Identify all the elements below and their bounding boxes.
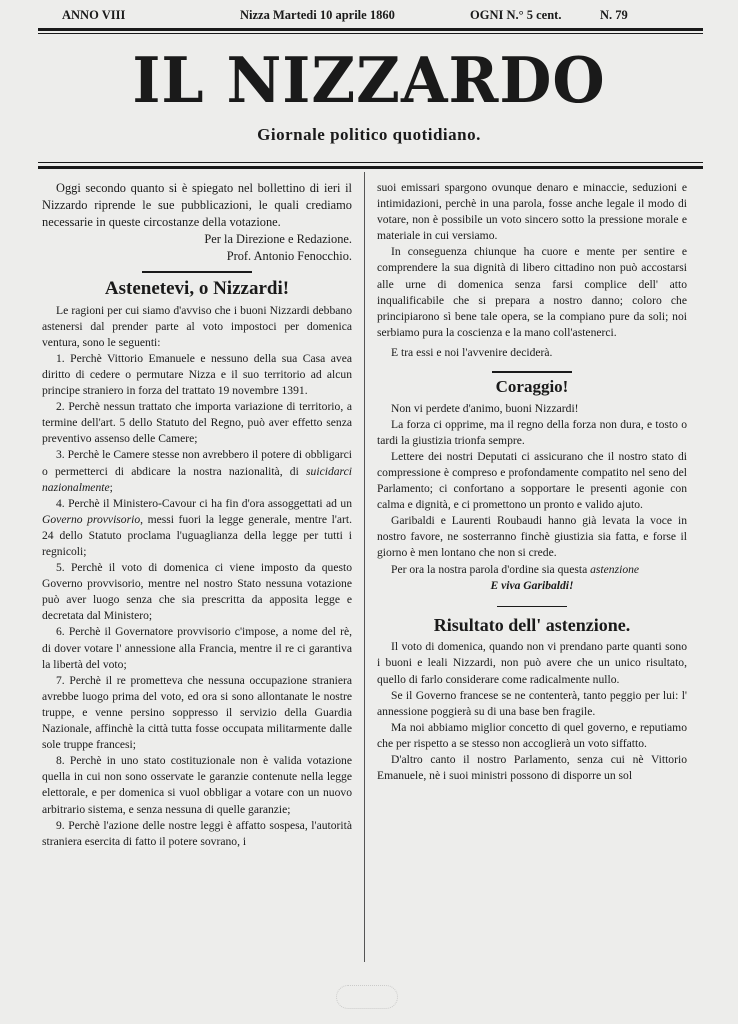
column-divider xyxy=(364,172,365,962)
continuation-paragraph: suoi emissari spargono ovunque denaro e minaccie, seduzioni e intimidazioni, perchè in una parola, fosse anche legale il modo di votare, non è possibile un voto sincero sotto la pressione morale e materiale in cui versiamo. xyxy=(377,181,687,243)
risultato-paragraph-2: Se il Governo francese se ne contenterà, tanto peggio per lui: l' annessione poggierà su di una base ben fragile. xyxy=(377,688,687,718)
signature-line-2: Prof. Antonio Fenocchio. xyxy=(226,249,352,263)
coraggio-line-2: La forza ci opprime, ma il regno della forza non dura, e tosto o tardi la giustizia trionfa sempre. xyxy=(377,417,687,447)
reason-3: 3. Perchè le Camere stesse non avrebbero il potere di obbligarci o permetterci di abdicare la nostra nazionalità, di suicidarci nazionalmente; xyxy=(42,448,352,494)
reason-6: 6. Perchè il Governatore provvisorio c'impose, a nome del rè, di dover votare l' annessione alla Francia, mentre il re ci garantiva la libertà del voto; xyxy=(42,625,352,671)
reason-1: 1. Perchè Vittorio Emanuele e nessuno della sua Casa avea diritto di cedere o permutare Nizza e il suo territorio ad alcun principe straniero in forza del trattato 19 novembre 1391. xyxy=(42,351,352,398)
library-stamp xyxy=(336,985,398,1009)
anno-label: ANNO VIII xyxy=(62,8,126,22)
coraggio-paragraph-5: Per ora la nostra parola d'ordine sia questa astenzione xyxy=(391,562,640,576)
coraggio-paragraph-4: Garibaldi e Laurenti Roubaudi hanno già levata la voce in nostro favore, ne sosterranno finchè giustizia sia fatta, e forse il giorno è men lontano che non si crede. xyxy=(377,514,687,560)
risultato-paragraph-4: D'altro canto il nostro Parlamento, senza cui nè Vittorio Emanuele, nè i suoi ministri possono di disporre un sol xyxy=(377,753,687,783)
masthead-subtitle: Giornale politico quotidiano. xyxy=(257,125,481,144)
risultato-paragraph-1: Il voto di domenica, quando non vi prendano parte quanti sono i buoni e leali Nizzardi, non può avere che un unico risultato, quello di farlo considerare come radicalmente nullo. xyxy=(377,640,687,686)
intro-paragraph: Oggi secondo quanto si è spiegato nel bollettino di ieri il Nizzardo riprende le sue pubblicazioni, le quali crediamo necessarie in queste circostanze della votazione. xyxy=(42,181,352,229)
heading-astenetevi: Astenetevi, o Nizzardi! xyxy=(104,277,290,299)
right-column xyxy=(377,180,687,784)
coraggio-paragraph-3: Lettere dei nostri Deputati ci assicurano che il nostro stato di compressione è compreso e profondamente compatito nel seno del Parlamento; ci confortano a sopportare le presenti agonie con calma e dignità, e ci promettono un pronto e valido ajuto. xyxy=(377,449,687,512)
future-line: E tra essi e noi l'avvenire deciderà. xyxy=(391,345,553,359)
masthead-rule xyxy=(38,166,703,169)
coraggio-line-1: Non vi perdete d'animo, buoni Nizzardi! xyxy=(391,401,579,415)
date-label: Nizza Martedi 10 aprile 1860 xyxy=(240,8,395,22)
reason-7: 7. Perchè il re prometteva che nessuna occupazione straniera avrebbe luogo prima del voto, ed ora si sono allontanate le nostre truppe, e venne persino soppresso il servizio della Guardia Nazionale, affinchè la città tutta fosse occupata militarmente dalle sole truppe francesi; xyxy=(42,673,352,752)
separator-rule xyxy=(497,606,567,608)
heading-coraggio: Coraggio! xyxy=(495,376,569,396)
heading-risultato: Risultato dell' astenzione. xyxy=(433,615,631,636)
masthead-rule-thin xyxy=(38,162,703,163)
signature-line-1: Per la Direzione e Redazione. xyxy=(204,232,352,246)
reason-9: 9. Perchè l'azione delle nostre leggi è affatto sospesa, l'autorità straniera esercita di fatto il potere sovrano, i xyxy=(42,818,352,848)
consequence-paragraph: In conseguenza chiunque ha cuore e mente per sentire e comprendere la sua dignità di libero cittadino non può accostarsi alle urne di domenica senza farsi complice dell' atto inqualificabile che si prepara a nostro danno; coloro che principiarono sì bene tale opera, se la compiano pure da soli; noi serbiamo pura la coscienza e la mano coll'astenerci. xyxy=(377,245,687,339)
reason-4-italic: Governo provvisorio xyxy=(42,512,141,526)
top-rule xyxy=(38,28,703,31)
masthead-title: IL NIZZARDO xyxy=(132,44,606,118)
reason-5: 5. Perchè il voto di domenica ci viene imposto da questo Governo provvisorio, mentre nel nostro Stato nessuna votazione può aver luogo senza che sia prescritta da apposita legge e decretata dal Ministero; xyxy=(42,561,352,623)
separator-rule xyxy=(492,371,572,373)
top-rule-thin xyxy=(38,33,703,34)
left-column xyxy=(42,180,352,850)
astenzione-italic: astenzione xyxy=(590,562,640,576)
risultato-paragraph-3: Ma noi abbiamo miglior concetto di quel governo, e reputiamo che per rispetto a se stesso non accoglierà un voto siffatto. xyxy=(377,720,687,750)
separator-rule xyxy=(142,271,252,273)
reason-2: 2. Perchè nessun trattato che importa variazione di territorio, a termine dell'art. 5 dello Statuto del Regno, può aver effetto senza preventivo assenso delle Camere; xyxy=(42,400,352,446)
reasons-intro: Le ragioni per cui siamo d'avviso che i buoni Nizzardi debbano astenersi dal prender parte al voto impostoci per domenica ventura, sono le seguenti: xyxy=(42,303,352,349)
viva-garibaldi: E viva Garibaldi! xyxy=(490,578,574,592)
header-line xyxy=(40,8,700,24)
reason-4: 4. Perchè il Ministero-Cavour ci ha fin d'ora assoggettati ad un Governo provvisorio, messi fuori la legge generale, mentre l'art. 24 dello Statuto proclama l'uguaglianza della legge per tutti i regnicoli; xyxy=(42,496,352,558)
reason-8: 8. Perchè in uno stato costituzionale non è valida votazione quella in cui non sono osservate le garanzie contenute nella legge elettorale, e per domenica si vuol obbligar a votare con un nuovo arbitrario sistema, e senza nessuna di quelle garanzie; xyxy=(42,754,352,816)
reason-3-italic: suicidarci nazionalmente xyxy=(42,464,352,494)
price-label: OGNI N.° 5 cent. xyxy=(470,8,562,22)
issue-number: N. 79 xyxy=(600,8,628,22)
